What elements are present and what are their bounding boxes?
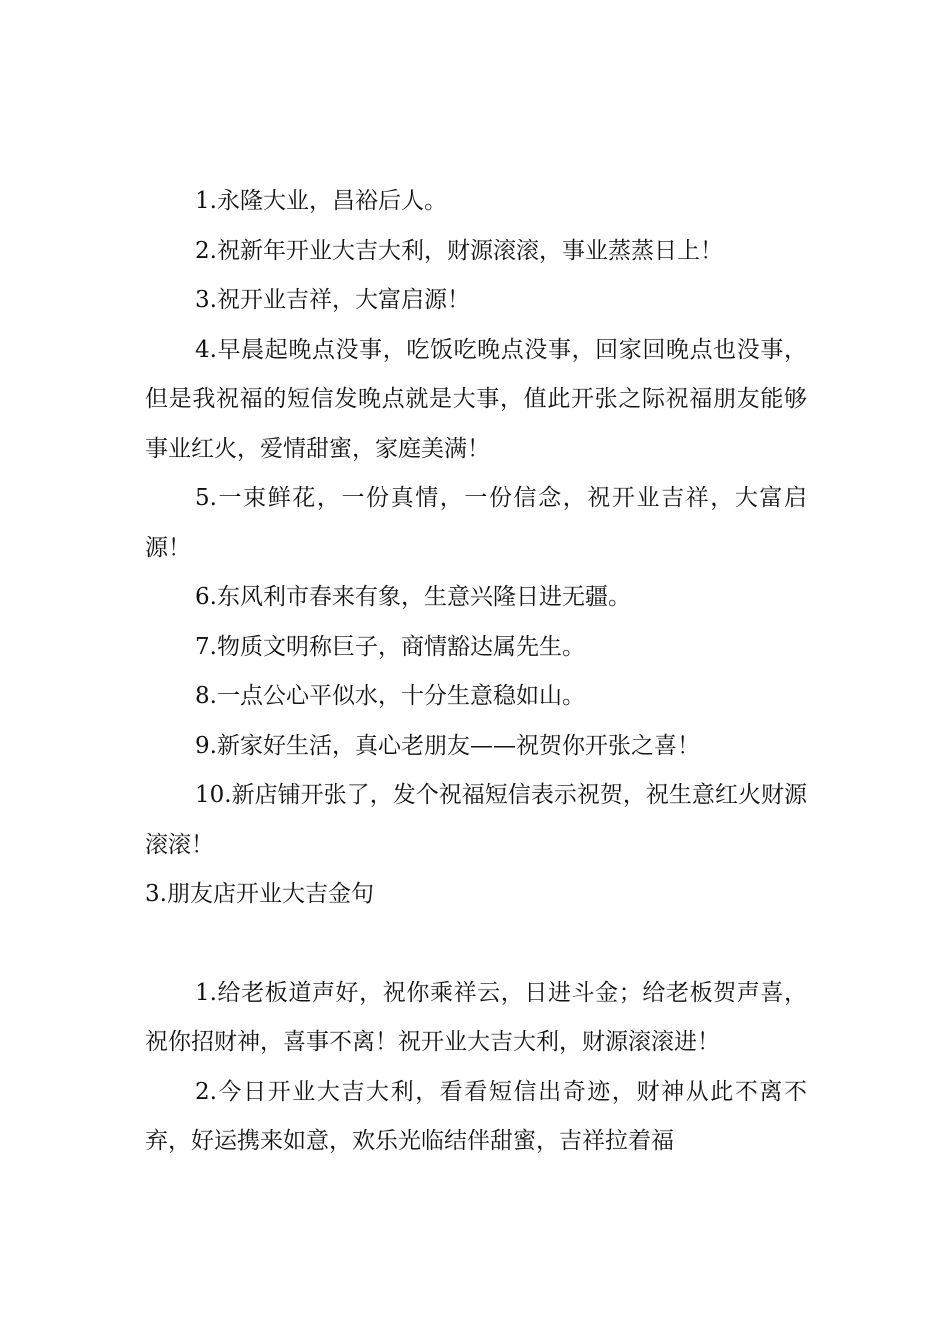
list-item: 8.一点公心平似水，十分生意稳如山。 bbox=[195, 683, 585, 709]
list-item: 1.永隆大业，昌裕后人。 bbox=[195, 188, 447, 214]
list-item: 6.东风利市春来有象，生意兴隆日进无疆。 bbox=[195, 584, 631, 610]
list-item: 3.祝开业吉祥，大富启源！ bbox=[195, 287, 470, 313]
list-item: 4.早晨起晚点没事，吃饭吃晚点没事，回家回晚点也没事，但是我祝福的短信发晚点就是大事，值此开张之际祝福朋友能够事业红火，爱情甜蜜，家庭美满！ bbox=[145, 336, 807, 462]
list-item: 2.今日开业大吉大利，看看短信出奇迹，财神从此不离不弃，好运携来如意，欢乐光临结伴甜蜜，吉祥拉着福 bbox=[145, 1078, 807, 1154]
list-item: 7.物质文明称巨子，商情豁达属先生。 bbox=[195, 633, 585, 660]
list-item: 5.一束鲜花，一份真情，一份信念，祝开业吉祥，大富启源！ bbox=[145, 485, 807, 561]
blank-line bbox=[145, 920, 807, 969]
list-item: 10.新店铺开张了，发个祝福短信表示祝贺，祝生意红火财源滚滚！ bbox=[145, 782, 807, 858]
section-heading: 3.朋友店开业大吉金句 bbox=[145, 881, 374, 907]
list-item: 2.祝新年开业大吉大利，财源滚滚，事业蒸蒸日上！ bbox=[195, 237, 723, 264]
document-body bbox=[145, 177, 807, 1167]
list-item: 9.新家好生活，真心老朋友——祝贺你开张之喜！ bbox=[195, 732, 700, 759]
list-item: 1.给老板道声好，祝你乘祥云，日进斗金；给老板贺声喜，祝你招财神，喜事不离！祝开业大吉大利，财源滚滚进！ bbox=[145, 979, 807, 1055]
